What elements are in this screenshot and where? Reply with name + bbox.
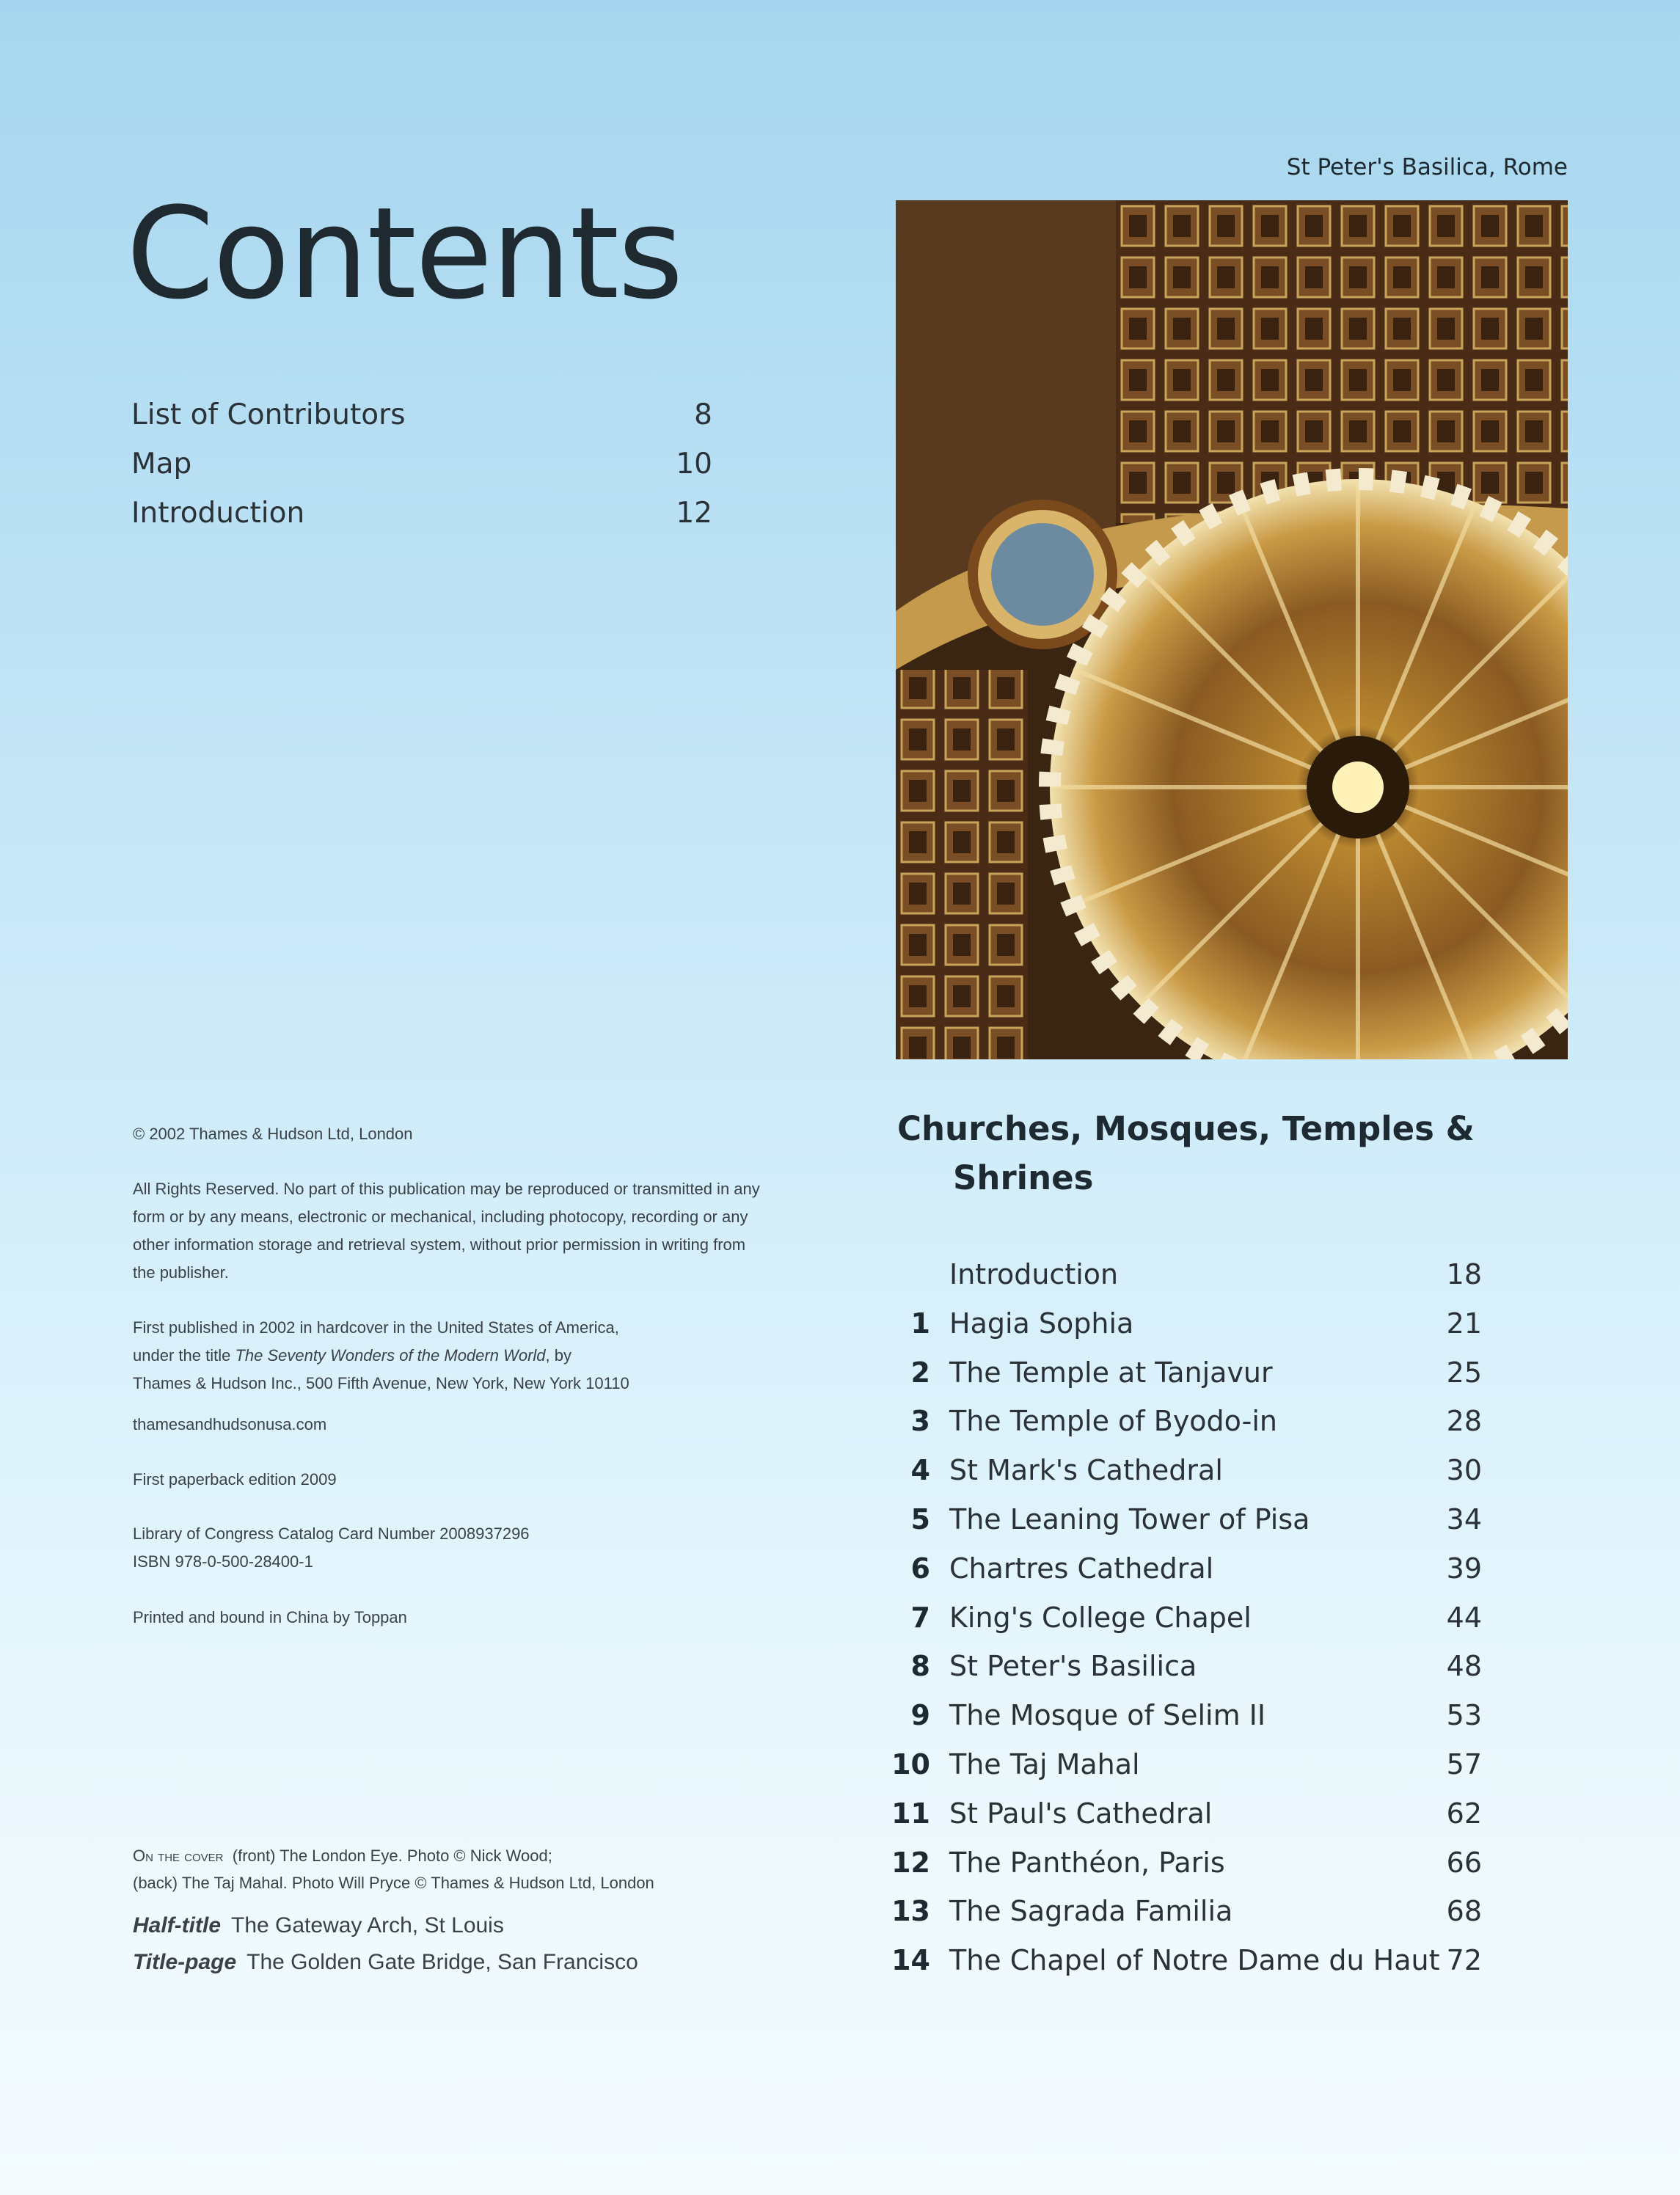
entry-title: The Temple at Tanjavur bbox=[949, 1356, 1273, 1389]
toc-entry[interactable] bbox=[888, 1307, 1482, 1340]
entry-title: St Mark's Cathedral bbox=[949, 1454, 1223, 1487]
rights-line: All Rights Reserved. No part of this publication may be reproduced or transmitted in any bbox=[133, 1180, 760, 1198]
text: The Golden Gate Bridge, San Francisco bbox=[246, 1950, 638, 1974]
toc-entry[interactable] bbox=[888, 1601, 1482, 1634]
entry-title: Introduction bbox=[949, 1258, 1119, 1290]
toc-entry[interactable] bbox=[888, 1699, 1482, 1731]
loc-number: Library of Congress Catalog Card Number 2008937296 bbox=[133, 1524, 530, 1543]
section-heading-line2: Shrines bbox=[953, 1158, 1094, 1197]
first-pub-line bbox=[133, 1342, 830, 1370]
section-heading-line1: Churches, Mosques, Temples & bbox=[897, 1109, 1475, 1148]
entry-number: 3 bbox=[910, 1405, 930, 1438]
entry-number: 12 bbox=[891, 1846, 930, 1879]
publication-history bbox=[133, 1314, 830, 1398]
section-heading bbox=[897, 1104, 1475, 1202]
cover-credit-back: (back) The Taj Mahal. Photo Will Pryce © Thames & Hudson Ltd, London bbox=[133, 1874, 654, 1892]
entry-number: 1 bbox=[910, 1307, 930, 1340]
half-title-credit bbox=[133, 1913, 504, 1938]
cover-label: On the cover bbox=[133, 1847, 224, 1865]
half-title-label: Half-title bbox=[133, 1913, 221, 1937]
entry-page: 72 bbox=[1446, 1944, 1482, 1977]
entry-number: 5 bbox=[910, 1503, 930, 1535]
entry-title: The Taj Mahal bbox=[949, 1748, 1140, 1781]
entry-number: 11 bbox=[891, 1797, 930, 1830]
printer: Printed and bound in China by Toppan bbox=[133, 1608, 407, 1626]
paperback-edition: First paperback edition 2009 bbox=[133, 1470, 337, 1489]
toc-entry[interactable] bbox=[888, 1944, 1482, 1976]
entry-title: The Mosque of Selim II bbox=[949, 1699, 1266, 1732]
toc-label: List of Contributors bbox=[131, 398, 406, 431]
toc-entry[interactable] bbox=[888, 1847, 1482, 1879]
text: under the title bbox=[133, 1346, 235, 1365]
toc-label: Map bbox=[131, 448, 192, 481]
entry-title: The Sagrada Familia bbox=[949, 1895, 1233, 1928]
toc-entry[interactable] bbox=[888, 1895, 1482, 1927]
toc-entry[interactable] bbox=[888, 1454, 1482, 1486]
entry-title: The Temple of Byodo-in bbox=[949, 1405, 1277, 1438]
entry-page: 57 bbox=[1446, 1748, 1482, 1781]
toc-entry[interactable] bbox=[888, 1405, 1482, 1437]
entry-page: 68 bbox=[1446, 1895, 1482, 1928]
entry-title: St Paul's Cathedral bbox=[949, 1797, 1213, 1830]
toc-page: 8 bbox=[694, 398, 712, 431]
first-pub-line: Thames & Hudson Inc., 500 Fifth Avenue, New York, New York 10110 bbox=[133, 1374, 629, 1392]
entry-number: 2 bbox=[910, 1356, 930, 1389]
toc-entry-introduction[interactable] bbox=[131, 497, 712, 530]
toc-page: 12 bbox=[676, 497, 712, 530]
entry-page: 18 bbox=[1446, 1258, 1482, 1290]
dome-photo bbox=[896, 200, 1568, 1059]
page-title: Contents bbox=[126, 180, 682, 327]
entry-page: 21 bbox=[1446, 1307, 1482, 1340]
first-pub-line: First published in 2002 in hardcover in the United States of America, bbox=[133, 1318, 619, 1337]
entry-page: 30 bbox=[1446, 1454, 1482, 1487]
text: The Gateway Arch, St Louis bbox=[231, 1913, 504, 1937]
text: , by bbox=[545, 1346, 571, 1365]
text: (front) The London Eye. Photo © Nick Wood; bbox=[232, 1847, 552, 1865]
toc-entry-contributors[interactable] bbox=[131, 398, 712, 431]
entry-number: 14 bbox=[891, 1944, 930, 1977]
website-link[interactable]: thamesandhudsonusa.com bbox=[133, 1415, 327, 1433]
toc-entry[interactable] bbox=[888, 1650, 1482, 1682]
rights-line: form or by any means, electronic or mechanical, including photocopy, recording or any bbox=[133, 1208, 748, 1226]
entry-page: 48 bbox=[1446, 1650, 1482, 1683]
entry-page: 62 bbox=[1446, 1797, 1482, 1830]
toc-label: Introduction bbox=[131, 497, 305, 530]
toc-entry[interactable] bbox=[888, 1552, 1482, 1585]
entry-page: 28 bbox=[1446, 1405, 1482, 1438]
entry-title: The Panthéon, Paris bbox=[949, 1846, 1225, 1879]
entry-number: 7 bbox=[910, 1601, 930, 1634]
book-title: The Seventy Wonders of the Modern World bbox=[235, 1346, 546, 1365]
photo-caption: St Peter's Basilica, Rome bbox=[1286, 154, 1568, 180]
entry-number: 8 bbox=[910, 1650, 930, 1683]
entry-number: 13 bbox=[891, 1895, 930, 1928]
entry-title: The Chapel of Notre Dame du Haut bbox=[949, 1944, 1440, 1977]
toc-entry[interactable] bbox=[888, 1748, 1482, 1781]
entry-page: 34 bbox=[1446, 1503, 1482, 1535]
toc-entry[interactable] bbox=[888, 1503, 1482, 1535]
entry-title: King's College Chapel bbox=[949, 1601, 1252, 1634]
entry-page: 44 bbox=[1446, 1601, 1482, 1634]
entry-page: 39 bbox=[1446, 1552, 1482, 1585]
copyright-line: © 2002 Thames & Hudson Ltd, London bbox=[133, 1125, 413, 1143]
entry-title: The Leaning Tower of Pisa bbox=[949, 1503, 1310, 1535]
entry-number: 4 bbox=[910, 1454, 930, 1487]
entry-number: 9 bbox=[910, 1699, 930, 1732]
toc-entry[interactable] bbox=[888, 1258, 1482, 1290]
cover-credit-front bbox=[133, 1842, 830, 1870]
rights-line: the publisher. bbox=[133, 1263, 229, 1282]
isbn: ISBN 978-0-500-28400-1 bbox=[133, 1552, 313, 1571]
toc-page: 10 bbox=[676, 448, 712, 481]
entry-title: St Peter's Basilica bbox=[949, 1650, 1197, 1683]
entry-page: 66 bbox=[1446, 1846, 1482, 1879]
toc-entry[interactable] bbox=[888, 1356, 1482, 1389]
entry-page: 53 bbox=[1446, 1699, 1482, 1732]
rights-statement bbox=[133, 1175, 830, 1287]
toc-entry-map[interactable] bbox=[131, 448, 712, 481]
title-page-credit bbox=[133, 1950, 638, 1975]
entry-title: Hagia Sophia bbox=[949, 1307, 1134, 1340]
entry-number: 6 bbox=[910, 1552, 930, 1585]
entry-title: Chartres Cathedral bbox=[949, 1552, 1214, 1585]
entry-number: 10 bbox=[891, 1748, 930, 1781]
rights-line: other information storage and retrieval system, without prior permission in writing from bbox=[133, 1235, 746, 1254]
entry-page: 25 bbox=[1446, 1356, 1482, 1389]
toc-entry[interactable] bbox=[888, 1797, 1482, 1830]
title-page-label: Title-page bbox=[133, 1950, 237, 1974]
